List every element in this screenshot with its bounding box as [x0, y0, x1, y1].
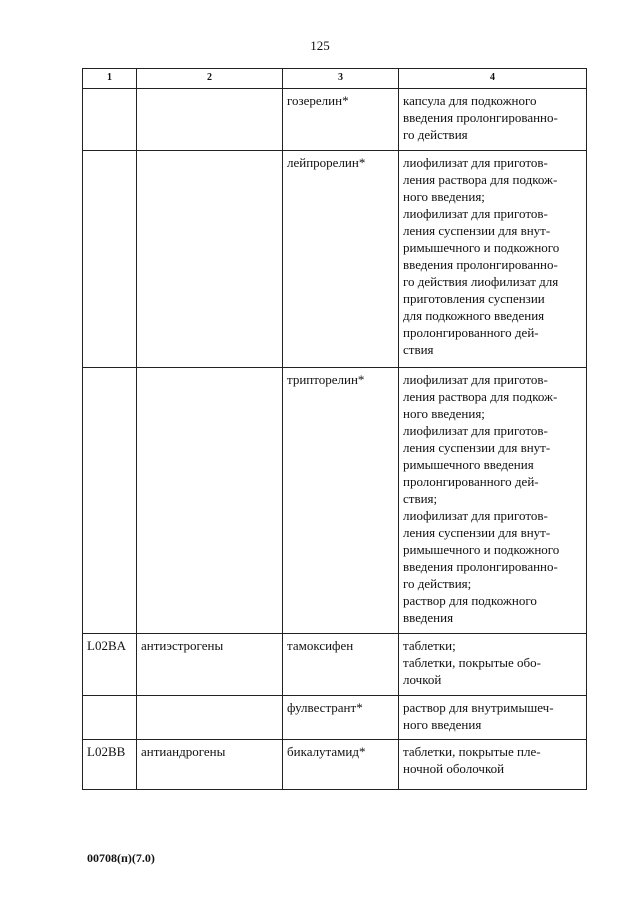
page-number: 125 — [310, 38, 330, 53]
column-header-2: 2 — [137, 69, 283, 89]
atc-code-cell — [83, 89, 137, 151]
group-cell: антиэстрогены — [137, 634, 283, 696]
column-header-4: 4 — [399, 69, 587, 89]
drug-name-cell: лейпрорелин* — [283, 151, 399, 368]
drug-name-cell: трипторелин* — [283, 368, 399, 634]
table-row — [83, 368, 587, 634]
dosage-form-cell: таблетки, покрытые пле- ночной оболочкой — [399, 740, 587, 790]
table-row — [83, 740, 587, 790]
table-header-row — [83, 69, 587, 89]
group-cell — [137, 696, 283, 740]
drug-name-cell: бикалутамид* — [283, 740, 399, 790]
atc-code-cell — [83, 368, 137, 634]
group-cell — [137, 89, 283, 151]
group-cell: антиандрогены — [137, 740, 283, 790]
table-row — [83, 151, 587, 368]
dosage-form-cell: раствор для внутримышеч- ного введения — [399, 696, 587, 740]
table-row — [83, 634, 587, 696]
dosage-form-cell: лиофилизат для приготов- ления раствора для подкож- ного введения; лиофилизат для приготов- ления суспензии для внут- римышечного введения пролонгированного дей- ствия; лиофилизат для приготов- ления суспензии для внут- римышечного и подкожного введения пролонгированно- го действия; раствор для подкожного введения — [399, 368, 587, 634]
dosage-form-cell: лиофилизат для приготов- ления раствора для подкож- ного введения; лиофилизат для приготов- ления суспензии для внут- римышечного и подкожного введения пролонгированно- го действия лиофилизат для приготовления суспензии для подкожного введения пролонгированного дей- ствия — [399, 151, 587, 368]
dosage-form-cell: капсула для подкожного введения пролонгированно- го действия — [399, 89, 587, 151]
group-cell — [137, 368, 283, 634]
atc-code-cell: L02BB — [83, 740, 137, 790]
drug-name-cell: гозерелин* — [283, 89, 399, 151]
atc-code-cell — [83, 696, 137, 740]
drug-name-cell: фулвестрант* — [283, 696, 399, 740]
table-row — [83, 696, 587, 740]
drug-name-cell: тамоксифен — [283, 634, 399, 696]
column-header-3: 3 — [283, 69, 399, 89]
dosage-form-cell: таблетки; таблетки, покрытые обо- лочкой — [399, 634, 587, 696]
atc-code-cell — [83, 151, 137, 368]
table-row — [83, 89, 587, 151]
document-code: 00708(п)(7.0) — [87, 851, 155, 865]
column-header-1: 1 — [83, 69, 137, 89]
group-cell — [137, 151, 283, 368]
medication-table — [82, 68, 587, 790]
atc-code-cell: L02BA — [83, 634, 137, 696]
